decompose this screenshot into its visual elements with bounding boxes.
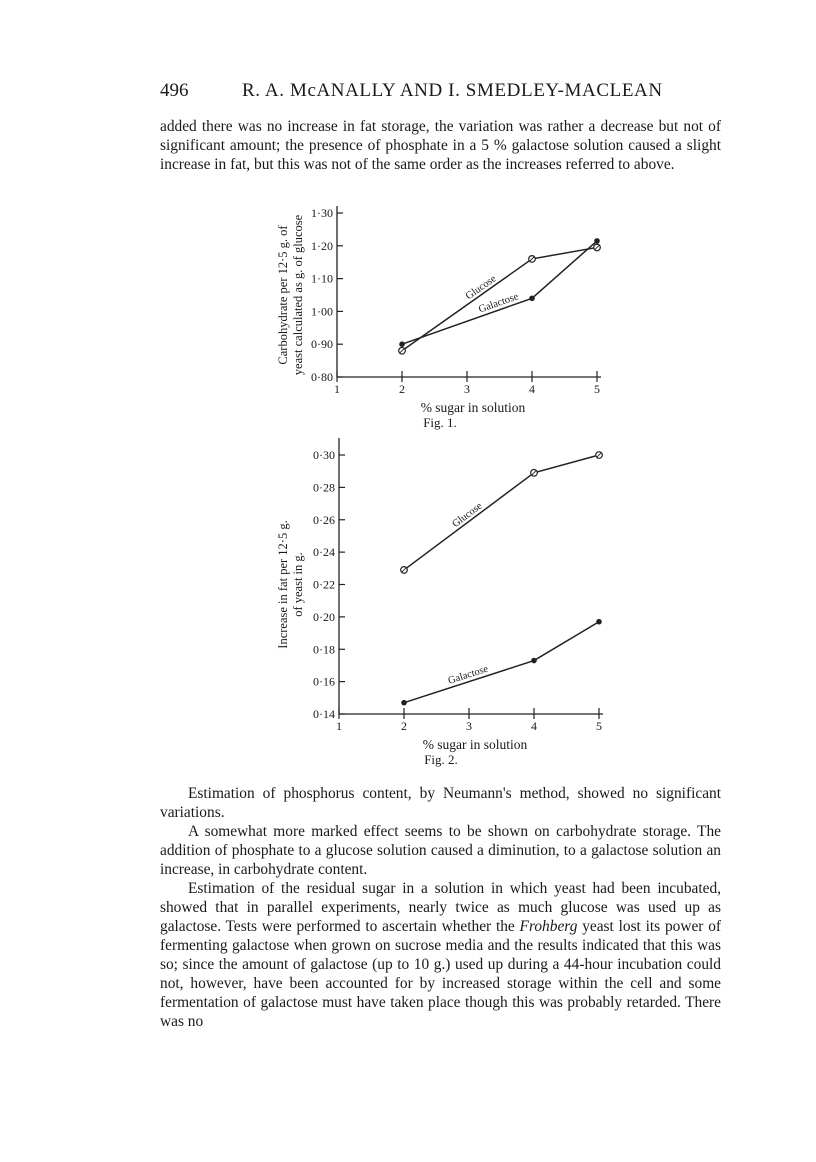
figure-1-carbohydrate-chart	[0, 195, 816, 435]
yeast-strain-name: Frohberg	[519, 918, 578, 935]
x-axis-label: % sugar in solution	[420, 400, 526, 415]
paragraph-fat-storage	[160, 117, 721, 174]
series-line-galactose	[402, 241, 597, 344]
x-tick-label: 4	[529, 382, 535, 396]
x-axis-label: % sugar in solution	[422, 737, 528, 752]
paragraph-text-end: yeast lost its power of fermenting galactose when grown on sucrose media and the results indicated that this was so; since the amount of galactose (up to 10 g.) used up during a 44-hour incubation could not, however, have been accounted for by increased storage within the cell and some fermentation of galactose must have taken place though this was probably retarded. There was no	[160, 918, 722, 1030]
series-label-glucose: Glucose	[463, 273, 499, 303]
y-tick-label: 0·14	[313, 707, 335, 721]
paragraph-carbohydrate: A somewhat more marked effect seems to be shown on carbohydrate storage. The addition of phosphate to a glucose solution caused a diminution, to a galactose solution an increase, in carbohydrate content.	[160, 823, 721, 878]
paragraph-text-start: Estimation of the residual sugar in a solution in which yeast had been incubated, showed that in parallel experiments, nearly twice as much glucose was used up as galactose. Tests were performed to ascertain whether the	[160, 880, 721, 935]
y-tick-label: 0·22	[313, 577, 335, 592]
series-label-galactose: Galactose	[477, 291, 521, 316]
y-tick-label: 1·10	[311, 271, 333, 286]
body-text	[160, 784, 721, 1031]
galactose-point	[529, 295, 535, 301]
y-axis-label: yeast calculated as g. of glucose	[291, 214, 305, 376]
series-label-glucose: Glucose	[450, 500, 485, 531]
paragraph-phosphorus: Estimation of phosphorus content, by Neumann's method, showed no significant variations.	[160, 785, 721, 821]
y-tick-label: 0·26	[313, 512, 335, 527]
y-tick-label: 1·30	[311, 206, 333, 220]
galactose-point	[399, 341, 405, 347]
x-tick-label: 1	[334, 382, 340, 396]
y-tick-label: 1·20	[311, 238, 333, 253]
running-header	[160, 80, 720, 110]
y-axis-label: Increase in fat per 12·5 g.	[276, 520, 290, 649]
y-tick-label: 0·16	[313, 674, 335, 689]
y-tick-label: 0·24	[313, 545, 335, 560]
page-number: 496	[160, 80, 189, 101]
y-tick-label: 0·18	[313, 642, 335, 657]
x-tick-label: 2	[399, 382, 405, 396]
y-tick-label: 0·20	[313, 609, 335, 624]
figure-2-fat-chart	[0, 430, 816, 775]
x-tick-label: 2	[401, 719, 407, 733]
series-line-glucose	[404, 455, 599, 570]
series-line-galactose	[404, 622, 599, 703]
x-tick-label: 5	[596, 719, 602, 733]
figure-caption: Fig. 1.	[423, 415, 457, 430]
galactose-point	[531, 658, 537, 664]
galactose-point	[594, 238, 600, 244]
x-tick-label: 3	[466, 719, 472, 733]
y-tick-label: 0·28	[313, 480, 335, 495]
y-tick-label: 0·30	[313, 448, 335, 462]
y-tick-label: 0·80	[311, 370, 333, 384]
y-tick-label: 0·90	[311, 337, 333, 352]
x-tick-label: 5	[594, 382, 600, 396]
x-tick-label: 4	[531, 719, 537, 733]
y-axis-label: of yeast in g.	[291, 552, 305, 617]
paragraph-text: added there was no increase in fat storage, the variation was rather a decrease but not of significant amount; the presence of phosphate in a 5 % galactose solution caused a slight increase in fat, but this was not of the same order as the increases referred to above.	[160, 118, 721, 173]
running-head-authors: R. A. McANALLY AND I. SMEDLEY-MACLEAN	[242, 80, 663, 101]
galactose-point	[596, 619, 602, 625]
paragraph-residual-sugar	[160, 879, 721, 1031]
x-tick-label: 3	[464, 382, 470, 396]
y-tick-label: 1·00	[311, 304, 333, 319]
galactose-point	[401, 700, 407, 706]
y-axis-label: Carbohydrate per 12·5 g. of	[276, 225, 290, 365]
figure-caption: Fig. 2.	[424, 752, 458, 767]
series-label-galactose: Galactose	[446, 663, 490, 687]
x-tick-label: 1	[336, 719, 342, 733]
